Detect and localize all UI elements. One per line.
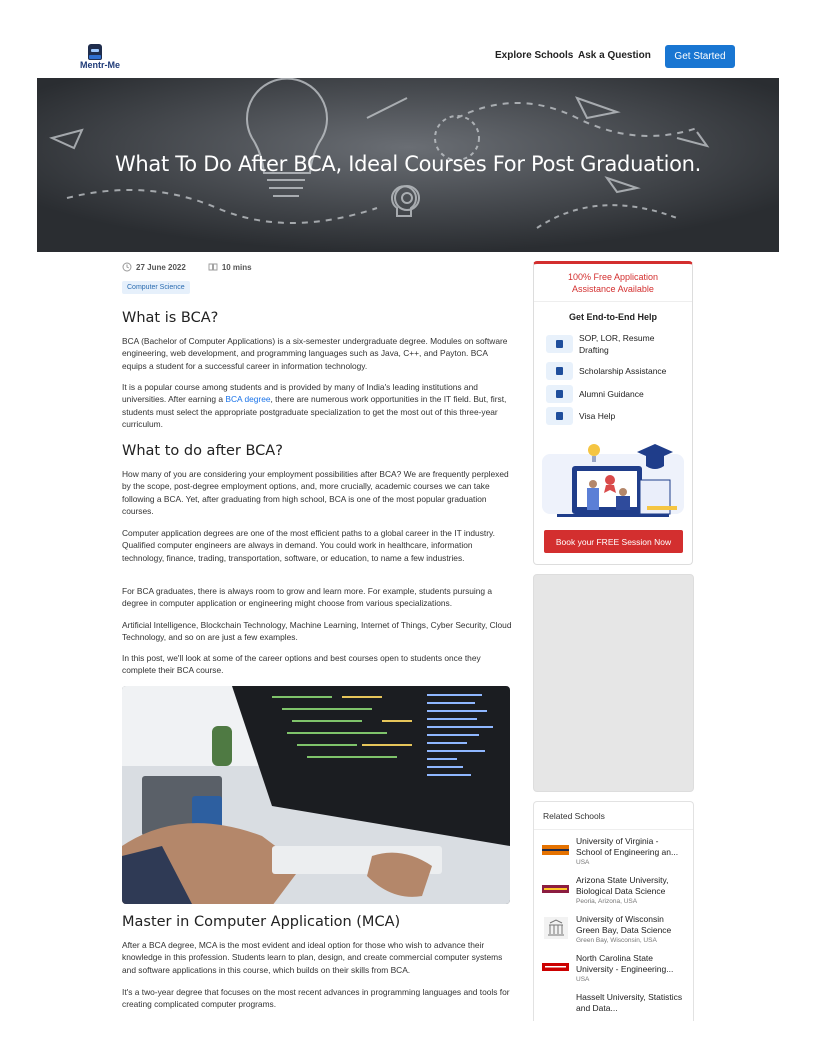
paragraph-5: For BCA graduates, there is always room to grow and learn more. For example, students pursuing a degree in computer application or engineering might choose from various specializations. bbox=[122, 586, 493, 609]
paragraph-2 bbox=[122, 381, 512, 431]
related-schools-panel bbox=[533, 801, 694, 1021]
related-schools-title: Related Schools bbox=[534, 802, 693, 830]
computer-code-image bbox=[122, 686, 510, 904]
school-name[interactable]: North Carolina State University - Engineering... bbox=[576, 953, 674, 974]
book-icon bbox=[208, 262, 218, 272]
publish-date: 27 June 2022 bbox=[136, 262, 186, 272]
school-location: Green Bay, Wisconsin, USA bbox=[576, 937, 657, 944]
nav-ask-question[interactable]: Ask a Question bbox=[578, 50, 651, 61]
card-title-line-2: Assistance Available bbox=[572, 284, 654, 294]
feature-visa bbox=[546, 407, 669, 425]
read-time: 10 mins bbox=[221, 262, 252, 272]
document-icon bbox=[546, 335, 573, 353]
heading-what-is-bca: What is BCA? bbox=[122, 310, 219, 326]
school-item[interactable] bbox=[542, 875, 686, 905]
site-header bbox=[0, 0, 816, 78]
school-item[interactable] bbox=[542, 992, 686, 1017]
book-free-session-button[interactable]: Book your FREE Session Now bbox=[544, 530, 683, 553]
school-item[interactable] bbox=[542, 953, 686, 983]
paragraph-6: Artificial Intelligence, Blockchain Technology, Machine Learning, Internet of Things, Cyber Security, Cloud Technology, and so on are just a few examples. bbox=[122, 620, 512, 643]
nav-explore-schools[interactable]: Explore Schools bbox=[495, 50, 574, 61]
feature-label: Alumni Guidance bbox=[579, 389, 644, 399]
school-logo-icon bbox=[542, 995, 569, 1017]
paragraph-2-text-b: , there are numerous work opportunities in the IT field. But, first, students must select the appropriate postgraduate specialization to get the most out of this three-year curriculum. bbox=[122, 394, 507, 430]
school-location: USA bbox=[576, 976, 590, 983]
site-logo[interactable] bbox=[80, 44, 124, 72]
clock-icon bbox=[122, 262, 132, 272]
bca-degree-link[interactable]: BCA degree bbox=[225, 394, 271, 405]
paragraph-4: Computer application degrees are one of the most efficient paths to a global career in the IT industry. Qualified computer engineers are always in demand. You could work in healthcare, information technology, finance, trading, transportation, software, or education, to name a few industries. bbox=[122, 528, 495, 563]
get-started-button[interactable]: Get Started bbox=[665, 45, 735, 68]
feature-label: SOP, LOR, Resume Drafting bbox=[579, 333, 655, 355]
feature-label: Visa Help bbox=[579, 411, 616, 421]
school-logo-icon bbox=[542, 917, 569, 939]
article-image-coding bbox=[122, 686, 510, 904]
feature-sop-lor bbox=[546, 332, 669, 356]
feature-label: Scholarship Assistance bbox=[579, 366, 667, 376]
school-name[interactable]: Arizona State University, Biological Data Science bbox=[576, 875, 669, 896]
school-item[interactable] bbox=[542, 836, 686, 866]
school-logo-icon bbox=[542, 956, 569, 978]
school-location: USA bbox=[576, 859, 590, 866]
article-meta bbox=[122, 262, 252, 272]
school-item[interactable] bbox=[542, 914, 686, 944]
feature-scholarship bbox=[546, 362, 669, 380]
page-title: What To Do After BCA, Ideal Courses For Post Graduation. bbox=[114, 152, 702, 176]
card-title-line-1: 100% Free Application bbox=[567, 272, 659, 282]
logo-text: Mentr-Me bbox=[80, 60, 120, 70]
school-location: Peoria, Arizona, USA bbox=[576, 898, 638, 905]
paragraph-8: After a BCA degree, MCA is the most evident and ideal option for those who wish to advance their knowledge in this profession. Students learn to plan, design, and create commercial computer systems and software applications in this course, which builds on their skills from BCA. bbox=[122, 940, 503, 975]
paragraph-7: In this post, we'll look at some of the career options and best courses open to students once they complete their BCA course. bbox=[122, 653, 481, 676]
paragraph-9: It's a two-year degree that focuses on the most recent advances in programming languages and tools for creating complicated computer programs. bbox=[122, 987, 510, 1010]
feature-alumni bbox=[546, 385, 669, 403]
passport-icon bbox=[546, 407, 573, 425]
school-logo-icon bbox=[542, 878, 569, 900]
category-tag[interactable]: Computer Science bbox=[122, 281, 190, 294]
hero-banner bbox=[37, 78, 779, 252]
school-name[interactable]: University of Virginia - School of Engineering an... bbox=[576, 836, 679, 857]
scholarship-icon bbox=[546, 362, 573, 380]
school-name[interactable]: University of Wisconsin Green Bay, Data Science bbox=[576, 914, 672, 935]
ad-placeholder bbox=[533, 574, 694, 792]
paragraph-2-text-a: It is a popular course among students and is provided by many of India's leading institutions and universities. After earning a bbox=[122, 382, 478, 405]
card-subtitle: Get End-to-End Help bbox=[569, 312, 657, 322]
robot-logo-icon bbox=[88, 44, 102, 60]
paragraph-1: BCA (Bachelor of Computer Applications) is a six-semester undergraduate degree. Modules on software engineering, web development, and programming languages such as Java, C++, and Payton. BCA equips a student for a successful career in information technology. bbox=[122, 336, 508, 371]
free-assistance-card bbox=[533, 261, 693, 565]
paragraph-3: How many of you are considering your employment possibilities after BCA? We are frequently perplexed by the scope, post-degree employment options, and, more crucially, academic courses we can take following a BCA. Yet, after graduating from high school, BCA is one of the most popular graduation courses. bbox=[122, 469, 509, 517]
heading-mca: Master in Computer Application (MCA) bbox=[122, 914, 401, 930]
school-name[interactable]: Hasselt University, Statistics and Data... bbox=[576, 992, 683, 1013]
graduation-illustration bbox=[542, 436, 684, 524]
card-header bbox=[534, 264, 692, 302]
alumni-icon bbox=[546, 385, 573, 403]
heading-what-to-do: What to do after BCA? bbox=[122, 443, 283, 459]
school-logo-icon bbox=[542, 839, 569, 861]
